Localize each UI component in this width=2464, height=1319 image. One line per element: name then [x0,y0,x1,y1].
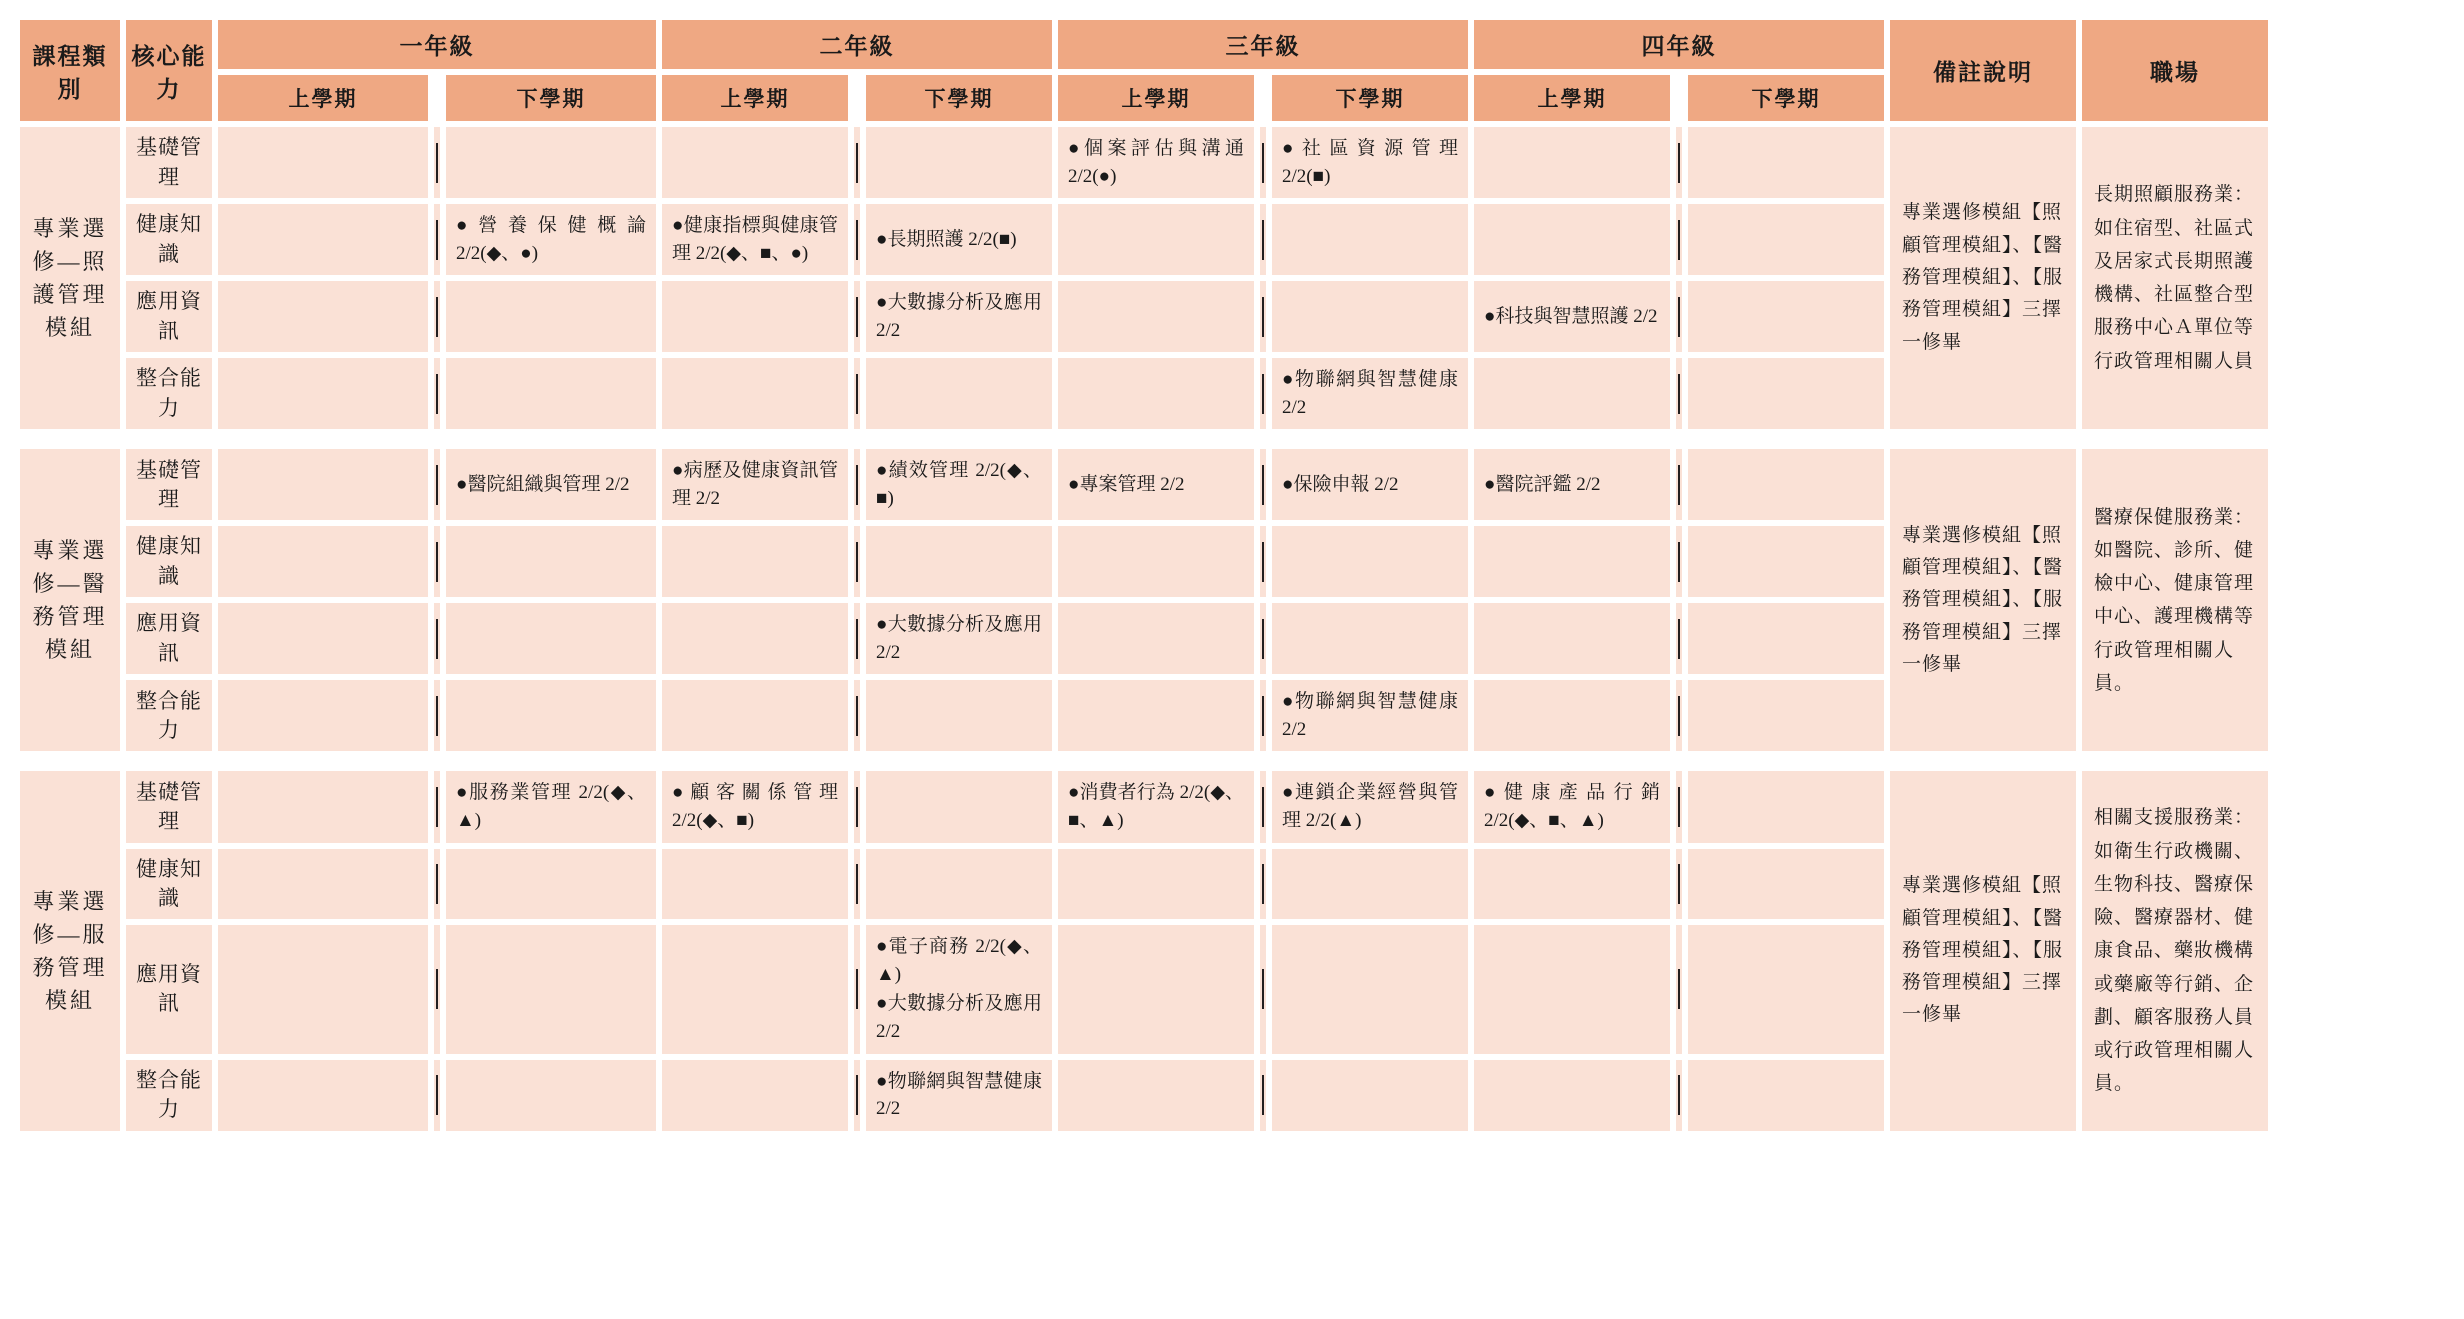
courses-g1-sem1 [218,603,428,674]
semester-divider [434,771,440,842]
courses-g4-sem2 [1688,204,1884,275]
course-entry: ●醫院組織與管理 2/2 [456,474,630,496]
empty-slot [1068,1090,1244,1100]
empty-slot [1698,1090,1874,1100]
semester-divider [854,127,860,198]
semester-divider [434,603,440,674]
empty-slot [1282,984,1458,994]
curriculum-table [14,14,2274,1137]
courses-g4-sem1 [1474,603,1670,674]
courses-g4-sem2 [1688,603,1884,674]
empty-slot [1068,634,1244,644]
empty-slot [1068,879,1244,889]
course-entry: ●社區資源管理 2/2(■) [1282,138,1458,187]
course-entry: ●電子商務 2/2(◆、▲) [876,936,1042,985]
note-cell: 專業選修模組【照顧管理模組】、【醫務管理模組】、【服務管理模組】三擇一修畢 [1890,127,2076,429]
course-entry: ●物聯網與智慧健康 2/2 [1282,369,1458,418]
courses-g1-sem1 [218,358,428,429]
courses-g2-sem1 [662,526,848,597]
semester-divider [434,925,440,1053]
semester-divider [1260,127,1266,198]
semester-divider [854,603,860,674]
courses-g1-sem2 [446,204,656,275]
empty-slot [456,158,646,168]
core-ability-cell: 整合能力 [126,358,212,429]
courses-g2-sem1 [662,281,848,352]
empty-slot [876,557,1042,567]
courses-g3-sem1 [1058,925,1254,1053]
courses-g3-sem1 [1058,204,1254,275]
empty-slot [876,389,1042,399]
courses-g2-sem2 [866,449,1052,520]
course-entry: ●大數據分析及應用 2/2 [876,614,1042,663]
semester-divider [854,1060,860,1131]
empty-slot [672,312,838,322]
header-g2-sem1: 上學期 [662,75,848,121]
courses-g2-sem1 [662,204,848,275]
empty-slot [1484,879,1660,889]
semester-divider [1260,925,1266,1053]
empty-slot [1484,984,1660,994]
empty-slot [228,1090,418,1100]
semester-divider [1260,849,1266,920]
core-ability-cell: 健康知識 [126,526,212,597]
empty-slot [1282,312,1458,322]
courses-g4-sem1 [1474,127,1670,198]
empty-slot [1484,634,1660,644]
courses-g4-sem1 [1474,449,1670,520]
empty-slot [1282,634,1458,644]
courses-g3-sem1 [1058,771,1254,842]
courses-g4-sem1 [1474,849,1670,920]
course-entry: ●科技與智慧照護 2/2 [1484,305,1658,327]
semester-divider [1676,449,1682,520]
semester-divider [1260,204,1266,275]
courses-g2-sem1 [662,603,848,674]
empty-slot [1068,557,1244,567]
course-entry: ●連鎖企業經營與管理 2/2(▲) [1282,782,1458,831]
empty-slot [228,557,418,567]
empty-slot [876,802,1042,812]
course-entry: ●大數據分析及應用 2/2 [876,993,1042,1042]
header-g4-sem1: 上學期 [1474,75,1670,121]
empty-slot [1068,389,1244,399]
empty-slot [228,312,418,322]
courses-g3-sem2 [1272,849,1468,920]
courses-g4-sem1 [1474,526,1670,597]
block-spacer [20,757,2268,765]
courses-g1-sem2 [446,526,656,597]
empty-slot [1698,879,1874,889]
header-g1-sem1: 上學期 [218,75,428,121]
core-ability-cell: 基礎管理 [126,771,212,842]
semester-divider [1676,526,1682,597]
empty-slot [672,984,838,994]
header-workplace: 職場 [2082,20,2268,121]
empty-slot [1282,557,1458,567]
courses-g4-sem2 [1688,127,1884,198]
courses-g2-sem2 [866,358,1052,429]
semester-divider [1260,1060,1266,1131]
courses-g1-sem2 [446,603,656,674]
empty-slot [228,235,418,245]
module-category-cell: 專業選修—照護管理模組 [20,127,120,429]
table-row [20,449,2268,520]
empty-slot [1698,557,1874,567]
core-ability-cell: 健康知識 [126,204,212,275]
empty-slot [456,557,646,567]
empty-slot [1484,711,1660,721]
courses-g3-sem1 [1058,1060,1254,1131]
semester-divider [854,680,860,751]
empty-slot [1698,802,1874,812]
block-spacer [20,435,2268,443]
semester-divider [1676,127,1682,198]
courses-g4-sem1 [1474,281,1670,352]
course-entry: ●保險申報 2/2 [1282,474,1399,496]
empty-slot [228,984,418,994]
semester-divider [1676,849,1682,920]
course-entry: ●消費者行為 2/2(◆、■、▲) [1068,782,1244,831]
header-category: 課程類別 [20,20,120,121]
empty-slot [672,389,838,399]
workplace-cell: 醫療保健服務業：如醫院、診所、健檢中心、健康管理中心、護理機構等行政管理相關人員。 [2082,449,2268,751]
course-entry: ●病歷及健康資訊管理 2/2 [672,460,838,509]
empty-slot [1698,158,1874,168]
courses-g2-sem2 [866,849,1052,920]
header-grade-1: 一年級 [218,20,656,69]
core-ability-cell: 應用資訊 [126,281,212,352]
header-row-grades [20,20,2268,69]
course-entry: ●健康指標與健康管理 2/2(◆、■、●) [672,215,838,264]
core-ability-cell: 整合能力 [126,680,212,751]
courses-g1-sem1 [218,204,428,275]
course-entry: ●專案管理 2/2 [1068,474,1185,496]
empty-slot [672,711,838,721]
core-ability-cell: 應用資訊 [126,925,212,1053]
semester-divider [434,358,440,429]
semester-divider [434,1060,440,1131]
empty-slot [456,879,646,889]
semester-divider [854,925,860,1053]
core-ability-cell: 應用資訊 [126,603,212,674]
courses-g3-sem1 [1058,849,1254,920]
empty-slot [672,1090,838,1100]
empty-slot [456,312,646,322]
semester-divider [1260,449,1266,520]
courses-g4-sem1 [1474,358,1670,429]
empty-slot [1698,984,1874,994]
course-entry: ●醫院評鑑 2/2 [1484,474,1601,496]
courses-g3-sem1 [1058,680,1254,751]
semester-divider [854,358,860,429]
semester-divider [1676,1060,1682,1131]
courses-g1-sem1 [218,449,428,520]
courses-g1-sem2 [446,358,656,429]
semester-divider [854,281,860,352]
header-grade-4: 四年級 [1474,20,1884,69]
courses-g3-sem2 [1272,204,1468,275]
courses-g1-sem1 [218,526,428,597]
note-cell: 專業選修模組【照顧管理模組】、【醫務管理模組】、【服務管理模組】三擇一修畢 [1890,449,2076,751]
header-g1-sem2: 下學期 [446,75,656,121]
semester-divider [1676,771,1682,842]
empty-slot [228,389,418,399]
courses-g1-sem2 [446,449,656,520]
empty-slot [1484,1090,1660,1100]
course-entry: ●長期照護 2/2(■) [876,228,1017,250]
courses-g3-sem2 [1272,603,1468,674]
semester-divider [1260,281,1266,352]
empty-slot [1282,879,1458,889]
courses-g4-sem2 [1688,526,1884,597]
courses-g3-sem1 [1058,526,1254,597]
empty-slot [1282,1090,1458,1100]
courses-g1-sem1 [218,771,428,842]
course-entry: ●顧客關係管理 2/2(◆、■) [672,782,838,831]
semester-divider [1260,603,1266,674]
semester-divider [1676,204,1682,275]
courses-g1-sem2 [446,849,656,920]
empty-slot [456,389,646,399]
courses-g2-sem2 [866,1060,1052,1131]
semester-divider [434,849,440,920]
courses-g1-sem1 [218,680,428,751]
courses-g2-sem2 [866,680,1052,751]
empty-slot [1484,235,1660,245]
courses-g3-sem2 [1272,1060,1468,1131]
courses-g1-sem2 [446,680,656,751]
course-entry: ●服務業管理 2/2(◆、▲) [456,782,646,831]
empty-slot [228,158,418,168]
semester-divider [434,281,440,352]
empty-slot [672,879,838,889]
courses-g2-sem2 [866,281,1052,352]
semester-divider [1260,526,1266,597]
courses-g4-sem2 [1688,449,1884,520]
courses-g2-sem1 [662,849,848,920]
empty-slot [1484,557,1660,567]
header-grade-3: 三年級 [1058,20,1468,69]
semester-divider [434,680,440,751]
courses-g1-sem1 [218,281,428,352]
courses-g4-sem1 [1474,680,1670,751]
courses-g1-sem2 [446,1060,656,1131]
module-category-cell: 專業選修—服務管理模組 [20,771,120,1130]
courses-g4-sem1 [1474,925,1670,1053]
empty-slot [456,984,646,994]
empty-slot [1698,389,1874,399]
semester-divider [854,204,860,275]
empty-slot [1698,634,1874,644]
empty-slot [672,634,838,644]
empty-slot [672,158,838,168]
empty-slot [1068,312,1244,322]
empty-slot [228,634,418,644]
course-entry: ●健康產品行銷 2/2(◆、■、▲) [1484,782,1660,831]
course-entry: ●物聯網與智慧健康 2/2 [1282,691,1458,740]
semester-divider [434,449,440,520]
courses-g3-sem2 [1272,281,1468,352]
courses-g2-sem1 [662,925,848,1053]
courses-g1-sem2 [446,281,656,352]
module-category-cell: 專業選修—醫務管理模組 [20,449,120,751]
courses-g2-sem1 [662,358,848,429]
courses-g2-sem1 [662,1060,848,1131]
courses-g4-sem1 [1474,204,1670,275]
courses-g1-sem2 [446,925,656,1053]
empty-slot [1068,711,1244,721]
semester-divider [434,127,440,198]
courses-g3-sem1 [1058,449,1254,520]
empty-slot [228,879,418,889]
core-ability-cell: 整合能力 [126,1060,212,1131]
semester-divider [434,526,440,597]
courses-g2-sem1 [662,127,848,198]
header-note: 備註說明 [1890,20,2076,121]
semester-divider [854,849,860,920]
empty-slot [228,802,418,812]
courses-g1-sem1 [218,925,428,1053]
semester-divider [1676,925,1682,1053]
semester-divider [854,526,860,597]
course-entry: ●個案評估與溝通 2/2(●) [1068,138,1244,187]
empty-slot [1068,235,1244,245]
empty-slot [456,634,646,644]
semester-divider [1260,771,1266,842]
header-g3-sem2: 下學期 [1272,75,1468,121]
course-entry: ●營養保健概論 2/2(◆、●) [456,215,646,264]
courses-g3-sem1 [1058,603,1254,674]
courses-g4-sem2 [1688,849,1884,920]
empty-slot [876,711,1042,721]
workplace-cell: 長期照顧服務業：如住宿型、社區式及居家式長期照護機構、社區整合型服務中心Ａ單位等行政管理相關人員 [2082,127,2268,429]
courses-g2-sem1 [662,771,848,842]
curriculum-table-page [0,14,2464,1319]
courses-g4-sem2 [1688,925,1884,1053]
header-g4-sem2: 下學期 [1688,75,1884,121]
empty-slot [1484,158,1660,168]
courses-g3-sem2 [1272,925,1468,1053]
empty-slot [228,711,418,721]
courses-g4-sem2 [1688,771,1884,842]
semester-divider [1676,603,1682,674]
core-ability-cell: 基礎管理 [126,449,212,520]
empty-slot [1698,312,1874,322]
courses-g1-sem1 [218,127,428,198]
semester-divider [1260,680,1266,751]
courses-g1-sem1 [218,849,428,920]
empty-slot [456,711,646,721]
courses-g3-sem2 [1272,449,1468,520]
courses-g3-sem1 [1058,358,1254,429]
semester-divider [854,771,860,842]
courses-g4-sem2 [1688,358,1884,429]
empty-slot [1698,235,1874,245]
header-g2-sem2: 下學期 [866,75,1052,121]
courses-g4-sem1 [1474,771,1670,842]
courses-g4-sem2 [1688,281,1884,352]
header-grade-2: 二年級 [662,20,1052,69]
empty-slot [456,1090,646,1100]
semester-divider [1260,358,1266,429]
course-entry: ●績效管理 2/2(◆、■) [876,460,1042,509]
core-ability-cell: 健康知識 [126,849,212,920]
semester-divider [1676,281,1682,352]
empty-slot [1698,480,1874,490]
semester-divider [434,204,440,275]
courses-g3-sem2 [1272,771,1468,842]
empty-slot [876,158,1042,168]
empty-slot [1068,984,1244,994]
courses-g1-sem1 [218,1060,428,1131]
courses-g3-sem1 [1058,281,1254,352]
courses-g3-sem2 [1272,680,1468,751]
empty-slot [1282,235,1458,245]
header-core-ability: 核心能力 [126,20,212,121]
header-g3-sem1: 上學期 [1058,75,1254,121]
courses-g3-sem2 [1272,358,1468,429]
note-cell: 專業選修模組【照顧管理模組】、【醫務管理模組】、【服務管理模組】三擇一修畢 [1890,771,2076,1130]
empty-slot [672,557,838,567]
courses-g2-sem2 [866,925,1052,1053]
semester-divider [854,449,860,520]
courses-g2-sem1 [662,449,848,520]
courses-g2-sem1 [662,680,848,751]
empty-slot [876,879,1042,889]
courses-g1-sem2 [446,771,656,842]
table-row [20,127,2268,198]
courses-g2-sem2 [866,204,1052,275]
courses-g4-sem2 [1688,680,1884,751]
courses-g2-sem2 [866,127,1052,198]
courses-g4-sem2 [1688,1060,1884,1131]
courses-g2-sem2 [866,603,1052,674]
courses-g4-sem1 [1474,1060,1670,1131]
empty-slot [1698,711,1874,721]
semester-divider [1676,680,1682,751]
empty-slot [1484,389,1660,399]
courses-g2-sem2 [866,526,1052,597]
semester-divider [1676,358,1682,429]
core-ability-cell: 基礎管理 [126,127,212,198]
courses-g2-sem2 [866,771,1052,842]
empty-slot [228,480,418,490]
workplace-cell: 相關支援服務業：如衛生行政機關、生物科技、醫療保險、醫療器材、健康食品、藥妝機構或藥廠等行銷、企劃、顧客服務人員或行政管理相關人員。 [2082,771,2268,1130]
course-entry: ●物聯網與智慧健康 2/2 [876,1070,1042,1120]
courses-g3-sem1 [1058,127,1254,198]
courses-g1-sem2 [446,127,656,198]
table-row [20,771,2268,842]
courses-g3-sem2 [1272,526,1468,597]
course-entry: ●大數據分析及應用 2/2 [876,292,1042,341]
courses-g3-sem2 [1272,127,1468,198]
